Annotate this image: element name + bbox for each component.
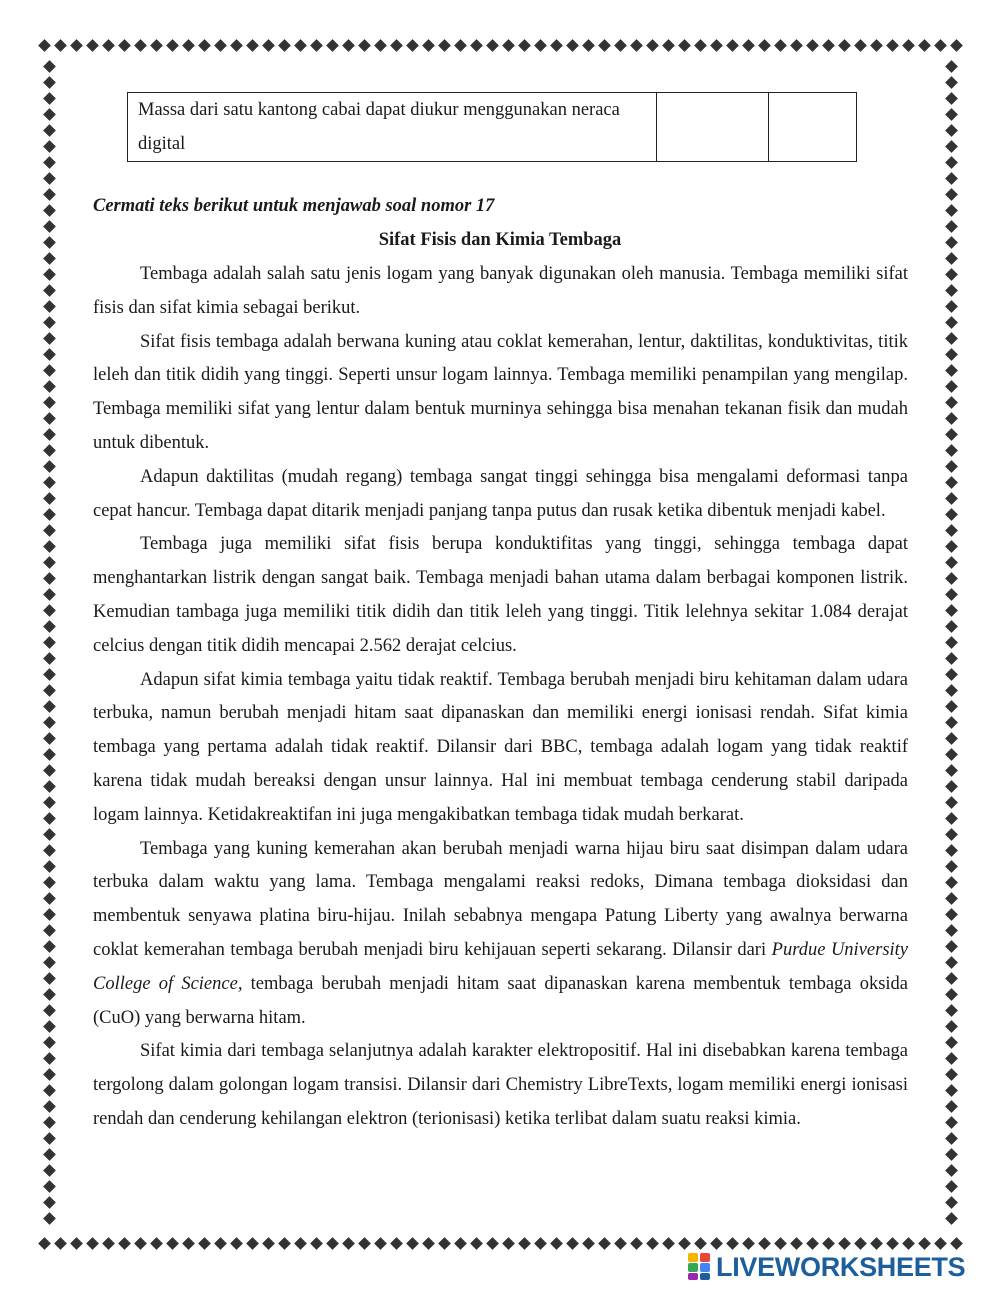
border-diamond <box>43 380 56 393</box>
border-diamond <box>102 1237 115 1250</box>
border-diamond <box>945 892 958 905</box>
logo-text: LIVEWORKSHEETS <box>716 1251 966 1282</box>
border-diamond <box>342 39 355 52</box>
border-diamond <box>945 572 958 585</box>
border-diamond <box>230 39 243 52</box>
border-diamond <box>945 1148 958 1161</box>
border-diamond <box>598 39 611 52</box>
border-diamond <box>790 1237 803 1250</box>
border-diamond <box>550 1237 563 1250</box>
border-diamond <box>945 1132 958 1145</box>
border-diamond <box>934 39 947 52</box>
border-diamond <box>945 1084 958 1097</box>
border-diamond <box>710 39 723 52</box>
border-diamond <box>470 39 483 52</box>
border-diamond <box>182 1237 195 1250</box>
border-diamond <box>43 764 56 777</box>
border-diamond <box>598 1237 611 1250</box>
border-diamond <box>43 412 56 425</box>
border-diamond <box>945 92 958 105</box>
border-diamond <box>43 700 56 713</box>
border-diamond <box>945 796 958 809</box>
border-diamond <box>870 1237 883 1250</box>
border-diamond <box>838 1237 851 1250</box>
border-diamond <box>945 1196 958 1209</box>
border-diamond <box>646 39 659 52</box>
border-diamond <box>550 39 563 52</box>
border-diamond <box>518 39 531 52</box>
border-diamond <box>43 316 56 329</box>
border-diamond <box>358 1237 371 1250</box>
table-row <box>128 93 857 162</box>
border-diamond <box>945 332 958 345</box>
border-diamond <box>43 284 56 297</box>
border-diamond <box>43 172 56 185</box>
border-diamond <box>945 172 958 185</box>
border-diamond <box>54 1237 67 1250</box>
border-diamond <box>694 39 707 52</box>
border-diamond <box>150 39 163 52</box>
paragraph: Sifat kimia dari tembaga selanjutnya adalah karakter elektropositif. Hal ini disebabkan karena tembaga tergolong dalam golongan logam transisi. Dilansir dari Chemistry LibreTexts, logam memiliki energi ionisasi rendah dan cenderung kehilangan elektron (terionisasi) ketika terlibat dalam suatu reaksi kimia. <box>93 1041 908 1129</box>
border-diamond <box>43 444 56 457</box>
border-diamond <box>678 39 691 52</box>
border-diamond <box>43 1148 56 1161</box>
border-diamond <box>945 844 958 857</box>
border-diamond <box>945 1164 958 1177</box>
paragraph: Tembaga adalah salah satu jenis logam yang banyak digunakan oleh manusia. Tembaga memiliki sifat fisis dan sifat kimia sebagai berikut. <box>93 264 908 318</box>
paragraph-text: Tembaga yang kuning kemerahan akan berubah menjadi warna hijau biru saat disimpan dalam udara terbuka dalam waktu yang lama. Tembaga mengalami reaksi redoks, Dimana tembaga dioksidasi dan membentuk senyawa platina biru-hijau. Inilah sebabnya mengapa Patung Liberty yang awalnya berwarna coklat kemerahan tembaga berubah menjadi biru kehijauan seperti sekarang. Dilansir dari <box>93 838 908 960</box>
border-diamond <box>278 1237 291 1250</box>
border-diamond <box>294 39 307 52</box>
border-diamond <box>43 1068 56 1081</box>
border-diamond <box>43 396 56 409</box>
border-diamond <box>38 1237 51 1250</box>
border-diamond <box>945 620 958 633</box>
border-diamond <box>945 444 958 457</box>
border-diamond <box>806 1237 819 1250</box>
border-diamond <box>246 39 259 52</box>
border-diamond <box>950 39 963 52</box>
border-diamond <box>945 316 958 329</box>
border-diamond <box>43 876 56 889</box>
border-diamond <box>166 1237 179 1250</box>
article-title: Sifat Fisis dan Kimia Tembaga <box>378 230 622 250</box>
border-diamond <box>43 1212 56 1225</box>
border-diamond <box>518 1237 531 1250</box>
border-diamond <box>945 76 958 89</box>
border-diamond <box>43 492 56 505</box>
border-diamond <box>945 780 958 793</box>
border-diamond <box>43 668 56 681</box>
border-diamond <box>438 1237 451 1250</box>
border-diamond <box>945 60 958 73</box>
border-diamond <box>790 39 803 52</box>
border-diamond <box>502 39 515 52</box>
border-diamond <box>198 1237 211 1250</box>
border-diamond <box>43 460 56 473</box>
border-diamond <box>945 636 958 649</box>
border-diamond <box>945 652 958 665</box>
border-diamond <box>630 39 643 52</box>
instruction-text: Cermati teks berikut untuk menjawab soal nomor 17 <box>93 196 495 216</box>
border-diamond <box>945 812 958 825</box>
border-diamond <box>945 556 958 569</box>
border-diamond <box>54 39 67 52</box>
border-diamond <box>358 39 371 52</box>
border-diamond <box>945 1068 958 1081</box>
border-diamond <box>43 684 56 697</box>
border-diamond <box>758 1237 771 1250</box>
border-diamond <box>43 892 56 905</box>
border-diamond <box>43 844 56 857</box>
border-diamond <box>886 39 899 52</box>
question-table <box>127 92 857 162</box>
border-diamond <box>43 1100 56 1113</box>
border-diamond <box>390 39 403 52</box>
border-diamond <box>43 652 56 665</box>
border-diamond <box>742 39 755 52</box>
border-diamond <box>43 860 56 873</box>
border-diamond <box>945 300 958 313</box>
border-diamond <box>43 188 56 201</box>
border-diamond <box>758 39 771 52</box>
border-diamond <box>534 1237 547 1250</box>
border-diamond <box>246 1237 259 1250</box>
border-diamond <box>342 1237 355 1250</box>
border-diamond <box>945 508 958 521</box>
border-diamond <box>945 732 958 745</box>
border-diamond <box>134 1237 147 1250</box>
border-diamond <box>945 940 958 953</box>
border-diamond <box>662 1237 675 1250</box>
liveworksheets-logo <box>688 1250 965 1284</box>
border-diamond <box>614 1237 627 1250</box>
border-diamond <box>43 108 56 121</box>
border-diamond <box>118 1237 131 1250</box>
border-diamond <box>945 972 958 985</box>
border-diamond <box>945 684 958 697</box>
border-diamond <box>726 1237 739 1250</box>
border-diamond <box>43 908 56 921</box>
border-diamond <box>43 1164 56 1177</box>
border-diamond <box>43 252 56 265</box>
border-diamond <box>43 1004 56 1017</box>
border-diamond <box>390 1237 403 1250</box>
border-diamond <box>43 636 56 649</box>
border-diamond <box>838 39 851 52</box>
border-diamond <box>630 1237 643 1250</box>
border-diamond <box>854 1237 867 1250</box>
border-diamond <box>742 1237 755 1250</box>
border-diamond <box>43 524 56 537</box>
border-diamond <box>43 780 56 793</box>
border-diamond <box>43 988 56 1001</box>
border-diamond <box>43 940 56 953</box>
border-diamond <box>230 1237 243 1250</box>
border-diamond <box>326 39 339 52</box>
border-diamond <box>945 252 958 265</box>
border-diamond <box>945 876 958 889</box>
border-diamond <box>278 39 291 52</box>
border-diamond <box>945 156 958 169</box>
border-diamond <box>43 1036 56 1049</box>
border-diamond <box>945 140 958 153</box>
border-diamond <box>43 556 56 569</box>
statement-cell: Massa dari satu kantong cabai dapat diukur menggunakan neraca digital <box>128 93 657 162</box>
border-diamond <box>945 588 958 601</box>
border-diamond <box>806 39 819 52</box>
border-diamond <box>86 39 99 52</box>
border-diamond <box>945 1004 958 1017</box>
paragraph: Adapun sifat kimia tembaga yaitu tidak reaktif. Tembaga berubah menjadi biru kehitaman dalam udara terbuka, namun berubah menjadi hitam saat dipanaskan dan memiliki energi ionisasi rendah. Sifat kimia tembaga yang pertama adalah tidak reaktif. Dilansir dari BBC, tembaga adalah logam yang tidak reaktif karena tidak mudah bereaksi dengan unsur lainnya. Hal ini membuat tembaga cenderung stabil daripada logam lainnya. Ketidakreaktifan ini juga mengakibatkan tembaga tidak mudah berkarat. <box>93 669 908 825</box>
border-diamond <box>945 604 958 617</box>
border-diamond <box>70 1237 83 1250</box>
border-diamond <box>43 956 56 969</box>
border-diamond <box>945 124 958 137</box>
border-diamond <box>774 39 787 52</box>
border-diamond <box>43 476 56 489</box>
border-diamond <box>43 364 56 377</box>
border-diamond <box>902 39 915 52</box>
border-diamond <box>950 1237 963 1250</box>
border-diamond <box>945 828 958 841</box>
border-diamond <box>945 1212 958 1225</box>
border-diamond <box>43 732 56 745</box>
border-diamond <box>945 412 958 425</box>
border-diamond <box>710 1237 723 1250</box>
border-diamond <box>43 748 56 761</box>
border-diamond <box>310 1237 323 1250</box>
border-diamond <box>43 140 56 153</box>
border-diamond <box>945 860 958 873</box>
border-diamond <box>945 476 958 489</box>
border-diamond <box>43 204 56 217</box>
border-diamond <box>945 1116 958 1129</box>
border-diamond <box>43 124 56 137</box>
border-diamond <box>694 1237 707 1250</box>
border-diamond <box>43 1196 56 1209</box>
border-diamond <box>470 1237 483 1250</box>
border-diamond <box>945 188 958 201</box>
border-diamond <box>945 204 958 217</box>
border-diamond <box>134 39 147 52</box>
border-diamond <box>534 39 547 52</box>
border-diamond <box>43 1180 56 1193</box>
border-diamond <box>406 1237 419 1250</box>
border-diamond <box>945 1100 958 1113</box>
paragraph: Tembaga juga memiliki sifat fisis berupa konduktifitas yang tinggi, sehingga tembaga dapat menghantarkan listrik dengan sangat baik. Tembaga menjadi bahan utama dalam berbagai komponen listrik. Kemudian tambaga juga memiliki titik didih dan titik leleh yang tinggi. Titik lelehnya sekitar 1.084 derajat celcius dengan titik didih mencapai 2.562 derajat celcius. <box>93 534 908 656</box>
border-diamond <box>502 1237 515 1250</box>
source-citation: Purdue University College of Science, <box>93 939 909 994</box>
border-diamond <box>454 39 467 52</box>
border-diamond <box>854 39 867 52</box>
border-diamond <box>945 540 958 553</box>
border-diamond <box>294 1237 307 1250</box>
border-diamond <box>945 396 958 409</box>
border-diamond <box>374 1237 387 1250</box>
logo-blocks-icon <box>688 1253 712 1281</box>
border-diamond <box>43 1052 56 1065</box>
border-diamond <box>43 812 56 825</box>
border-diamond <box>43 972 56 985</box>
border-diamond <box>43 300 56 313</box>
border-diamond <box>454 1237 467 1250</box>
border-diamond <box>945 108 958 121</box>
border-diamond <box>582 1237 595 1250</box>
border-diamond <box>945 380 958 393</box>
border-diamond <box>934 1237 947 1250</box>
border-diamond <box>326 1237 339 1250</box>
border-diamond <box>38 39 51 52</box>
border-diamond <box>43 156 56 169</box>
border-diamond <box>43 268 56 281</box>
border-diamond <box>86 1237 99 1250</box>
border-diamond <box>43 348 56 361</box>
border-diamond <box>102 39 115 52</box>
border-diamond <box>945 748 958 761</box>
border-diamond <box>43 588 56 601</box>
border-diamond <box>945 284 958 297</box>
border-diamond <box>945 700 958 713</box>
border-diamond <box>43 60 56 73</box>
border-diamond <box>43 1084 56 1097</box>
border-diamond <box>945 668 958 681</box>
paragraph: Adapun daktilitas (mudah regang) tembaga sangat tinggi sehingga bisa mengalami deformasi tanpa cepat hancur. Tembaga dapat ditarik menjadi panjang tanpa putus dan rusak ketika dibentuk menjadi kabel. <box>93 466 908 521</box>
border-diamond <box>70 39 83 52</box>
border-diamond <box>870 39 883 52</box>
border-diamond <box>614 39 627 52</box>
answer-cell-b[interactable] <box>768 93 856 162</box>
border-diamond <box>438 39 451 52</box>
article-body <box>93 258 908 1137</box>
border-diamond <box>945 364 958 377</box>
border-diamond <box>886 1237 899 1250</box>
border-diamond <box>166 39 179 52</box>
border-diamond <box>214 1237 227 1250</box>
border-diamond <box>43 508 56 521</box>
border-diamond <box>945 1020 958 1033</box>
border-diamond <box>118 39 131 52</box>
border-diamond <box>43 1116 56 1129</box>
border-diamond <box>422 39 435 52</box>
border-diamond <box>422 1237 435 1250</box>
border-top <box>38 38 962 54</box>
border-diamond <box>486 1237 499 1250</box>
border-diamond <box>582 39 595 52</box>
paragraph-text: tembaga berubah menjadi hitam saat dipanaskan karena membentuk tembaga oksida (CuO) yang berwarna hitam. <box>93 973 909 1028</box>
border-diamond <box>918 1237 931 1250</box>
border-diamond <box>43 1020 56 1033</box>
border-diamond <box>918 39 931 52</box>
border-diamond <box>43 76 56 89</box>
border-diamond <box>678 1237 691 1250</box>
border-diamond <box>43 332 56 345</box>
border-diamond <box>214 39 227 52</box>
border-diamond <box>902 1237 915 1250</box>
border-diamond <box>822 1237 835 1250</box>
border-diamond <box>662 39 675 52</box>
border-diamond <box>43 604 56 617</box>
border-diamond <box>150 1237 163 1250</box>
border-diamond <box>262 1237 275 1250</box>
border-diamond <box>945 988 958 1001</box>
border-diamond <box>945 460 958 473</box>
border-diamond <box>566 1237 579 1250</box>
border-diamond <box>774 1237 787 1250</box>
paragraph <box>93 833 908 1036</box>
border-diamond <box>43 540 56 553</box>
border-diamond <box>945 956 958 969</box>
border-diamond <box>43 828 56 841</box>
border-diamond <box>646 1237 659 1250</box>
paragraph: Sifat fisis tembaga adalah berwana kuning atau coklat kemerahan, lentur, daktilitas, konduktivitas, titik leleh dan titik didih yang tinggi. Seperti unsur logam lainnya. Tembaga memiliki penampilan yang mengilap. Tembaga memiliki sifat yang lentur dalam bentuk murninya sehingga bisa menahan tekanan fisik dan mudah untuk dibentuk. <box>93 331 908 453</box>
border-diamond <box>486 39 499 52</box>
border-diamond <box>262 39 275 52</box>
border-diamond <box>822 39 835 52</box>
border-diamond <box>945 716 958 729</box>
border-diamond <box>43 620 56 633</box>
border-diamond <box>945 1180 958 1193</box>
border-diamond <box>43 796 56 809</box>
border-diamond <box>945 924 958 937</box>
border-diamond <box>945 428 958 441</box>
border-diamond <box>406 39 419 52</box>
border-diamond <box>945 348 958 361</box>
border-diamond <box>43 924 56 937</box>
border-diamond <box>726 39 739 52</box>
border-diamond <box>43 1132 56 1145</box>
border-diamond <box>945 492 958 505</box>
border-diamond <box>43 716 56 729</box>
border-diamond <box>945 764 958 777</box>
border-diamond <box>310 39 323 52</box>
border-diamond <box>945 524 958 537</box>
border-diamond <box>945 1036 958 1049</box>
answer-cell-a[interactable] <box>656 93 768 162</box>
border-diamond <box>945 1052 958 1065</box>
border-diamond <box>566 39 579 52</box>
border-diamond <box>945 908 958 921</box>
border-diamond <box>182 39 195 52</box>
border-diamond <box>43 428 56 441</box>
border-diamond <box>945 268 958 281</box>
border-diamond <box>43 572 56 585</box>
border-diamond <box>198 39 211 52</box>
border-diamond <box>43 92 56 105</box>
border-diamond <box>374 39 387 52</box>
